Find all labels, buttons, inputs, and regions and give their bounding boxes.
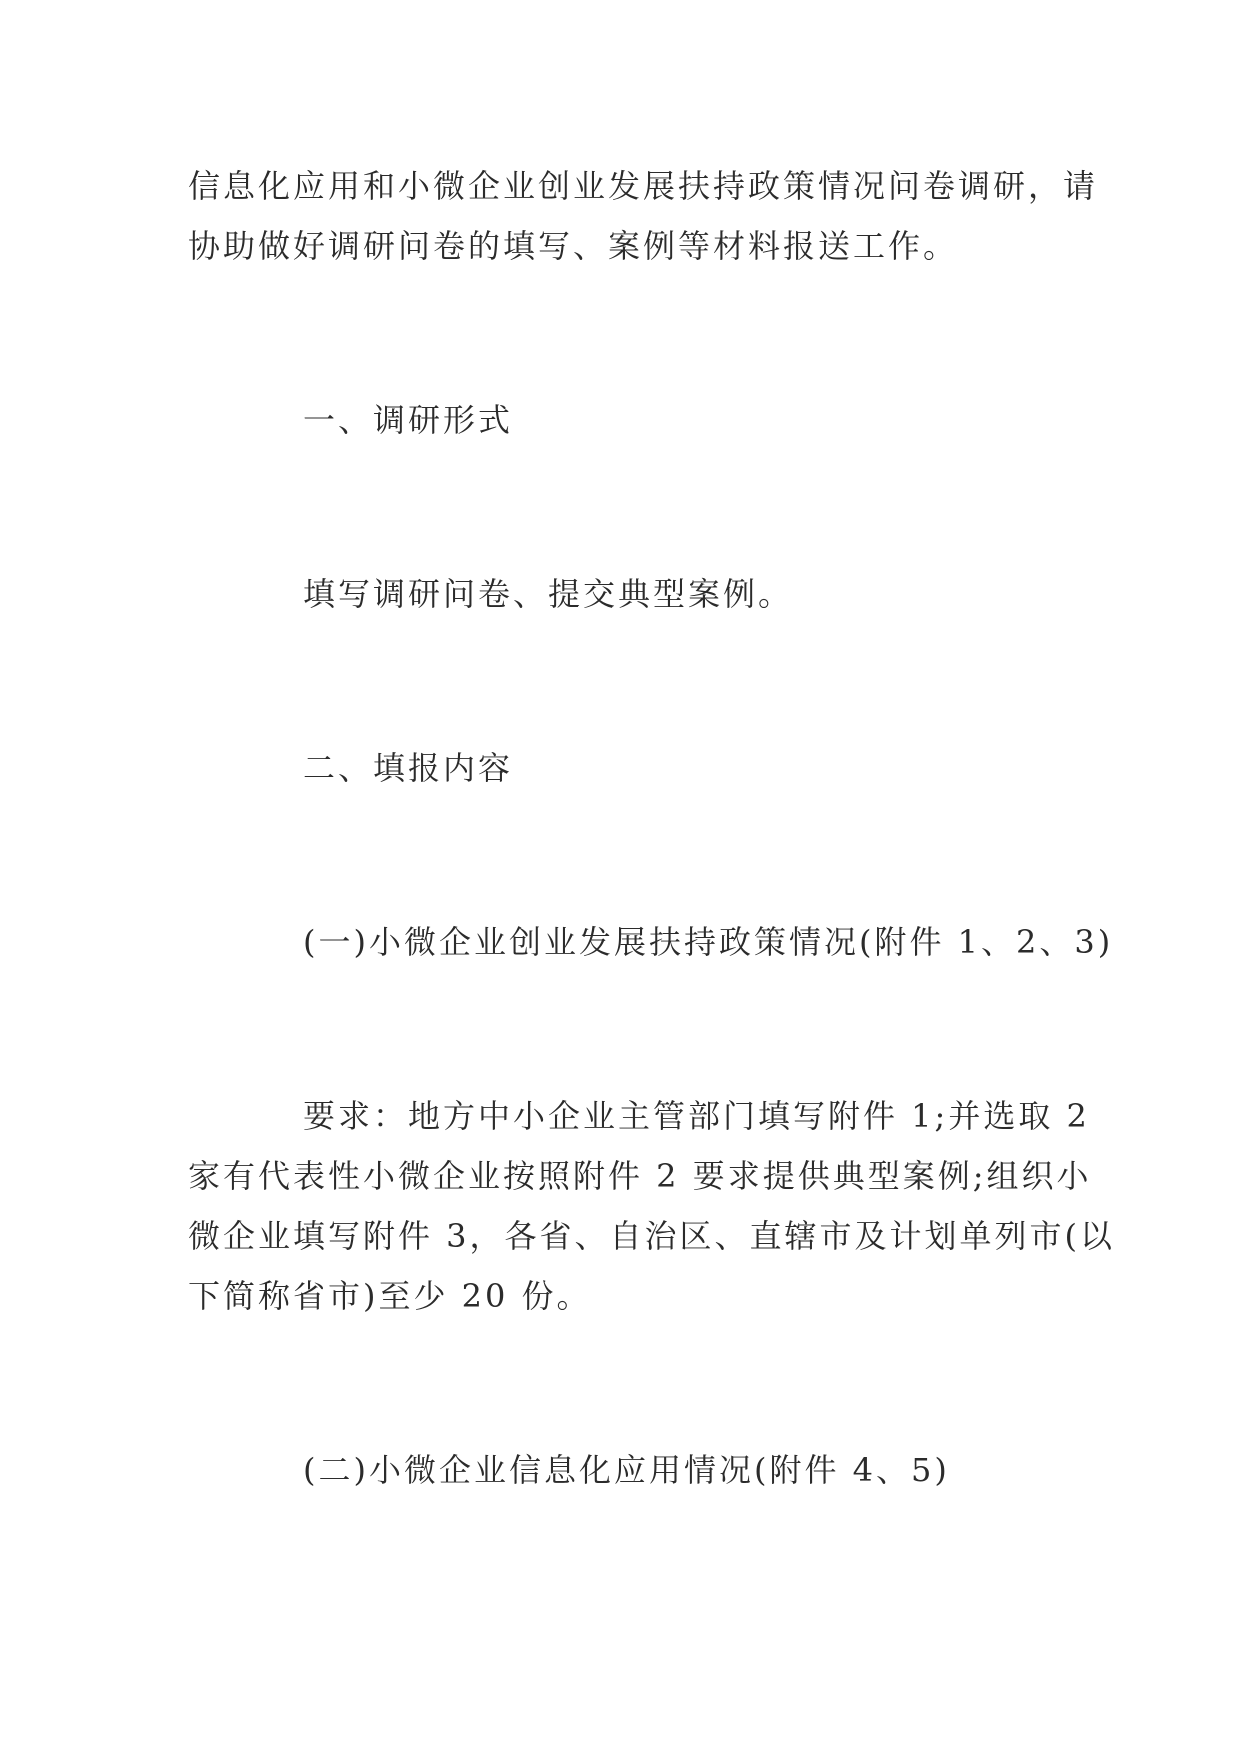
requirement-line-4: 下简称省市)至少 20 份。	[188, 1277, 592, 1315]
section-one-heading: 一、调研形式	[303, 401, 514, 439]
item-one-heading: (一)小微企业创业发展扶持政策情况(附件 1、2、3)	[303, 923, 1114, 961]
section-one-body: 填写调研问卷、提交典型案例。	[303, 575, 794, 613]
requirement-line-2: 家有代表性小微企业按照附件 2 要求提供典型案例;组织小	[188, 1157, 1092, 1195]
requirement-line-1: 要求：地方中小企业主管部门填写附件 1;并选取 2	[303, 1097, 1090, 1135]
section-two-heading: 二、填报内容	[303, 749, 514, 787]
intro-line-1: 信息化应用和小微企业创业发展扶持政策情况问卷调研，请	[188, 167, 1099, 205]
item-two-heading: (二)小微企业信息化应用情况(附件 4、5)	[303, 1451, 950, 1489]
requirement-line-3: 微企业填写附件 3，各省、自治区、直辖市及计划单列市(以	[188, 1217, 1116, 1255]
intro-line-2: 协助做好调研问卷的填写、案例等材料报送工作。	[188, 227, 959, 265]
